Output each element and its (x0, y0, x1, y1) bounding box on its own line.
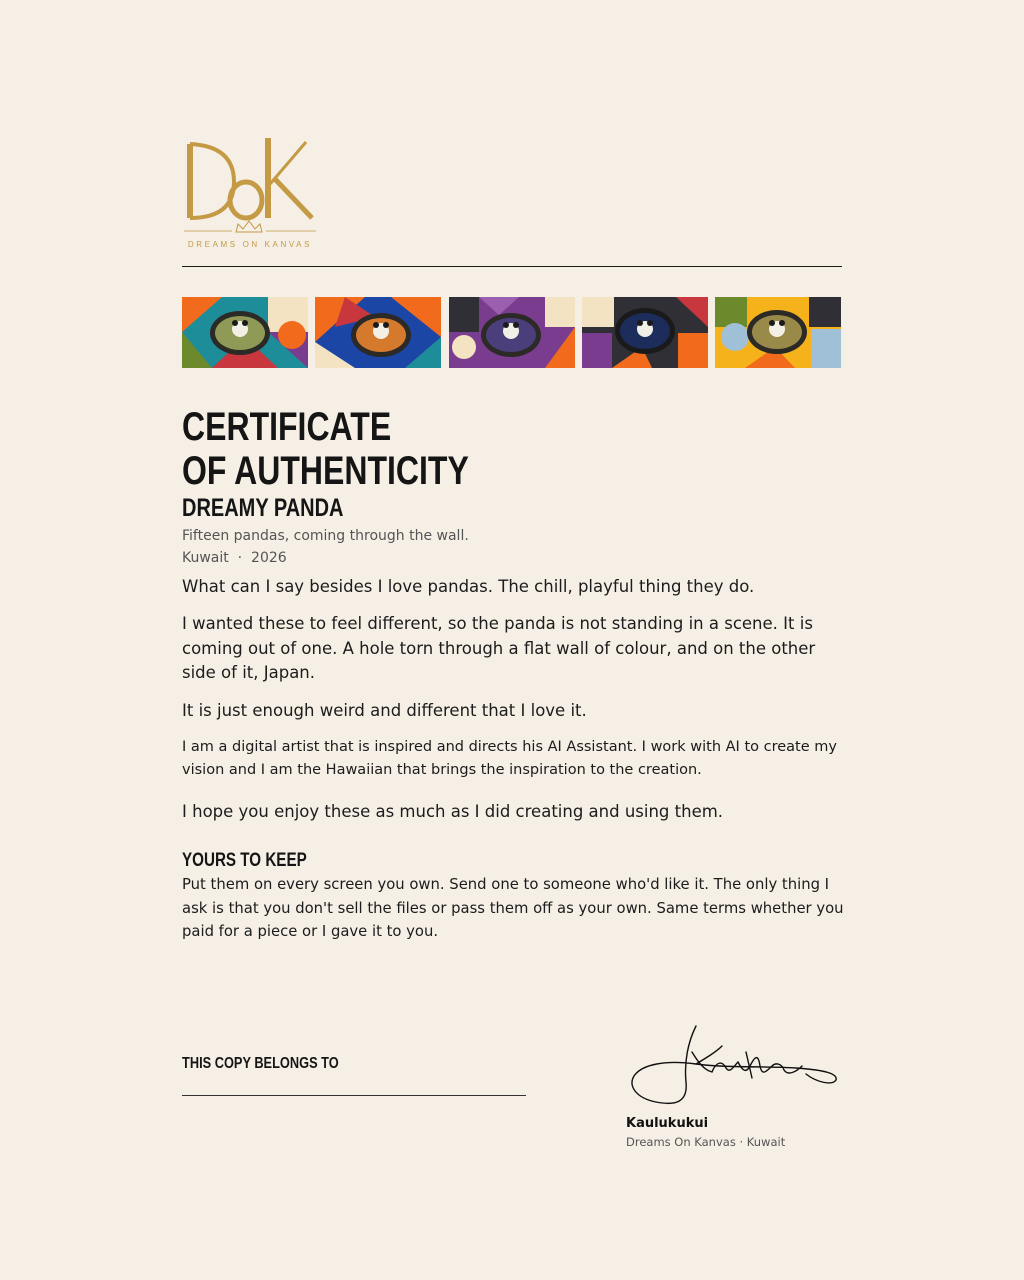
location: Kuwait (182, 550, 229, 566)
dreamy-panda-thumbnail-4 (582, 297, 708, 368)
location-year (182, 550, 287, 566)
signer-name: Kaulukukui (626, 1116, 709, 1131)
terms-text: Put them on every screen you own. Send one to someone who'd like it. The only thing I ask is that you don't sell the files or pass them off as your own. Same terms whether you paid for a piece or I gave it to you. (182, 876, 844, 940)
header-divider (182, 266, 842, 267)
owner-name-line (182, 1095, 526, 1096)
body-paragraph-2: I wanted these to feel different, so the panda is not standing in a scene. It is coming out of one. A hole torn through a flat wall of colour, and on the other side of it, Japan. (182, 614, 816, 682)
collection-tagline: Fifteen pandas, coming through the wall. (182, 528, 469, 544)
ownership-heading: THIS COPY BELONGS TO (182, 1055, 339, 1072)
dreamy-panda-thumbnail-2 (315, 297, 441, 368)
dreamy-panda-thumbnail-3 (449, 297, 575, 368)
certificate-title-line2: OF AUTHENTICITY (182, 449, 469, 493)
meta-separator: · (237, 550, 243, 566)
body-paragraph-3: It is just enough weird and different that I love it. (182, 701, 587, 720)
body-paragraph-4: I am a digital artist that is inspired and directs his AI Assistant. I work with AI to create my vision and I am the Hawaiian that brings the inspiration to the creation. (182, 739, 837, 778)
signer-organization: Dreams On Kanvas · Kuwait (626, 1135, 786, 1149)
body-paragraph-1: What can I say besides I love pandas. The chill, playful thing they do. (182, 577, 755, 596)
dreamy-panda-thumbnail-5 (715, 297, 841, 368)
brand-tagline: DREAMS ON KANVAS (187, 240, 313, 249)
dreamy-panda-thumbnail-1 (182, 297, 308, 368)
year: 2026 (251, 550, 287, 566)
certificate-title-line1: CERTIFICATE (182, 405, 392, 449)
dok-logo (182, 132, 322, 254)
terms-heading: YOURS TO KEEP (182, 850, 307, 871)
handwritten-signature (626, 1022, 841, 1108)
collection-title: DREAMY PANDA (182, 494, 344, 522)
body-paragraph-5: I hope you enjoy these as much as I did creating and using them. (182, 802, 724, 821)
